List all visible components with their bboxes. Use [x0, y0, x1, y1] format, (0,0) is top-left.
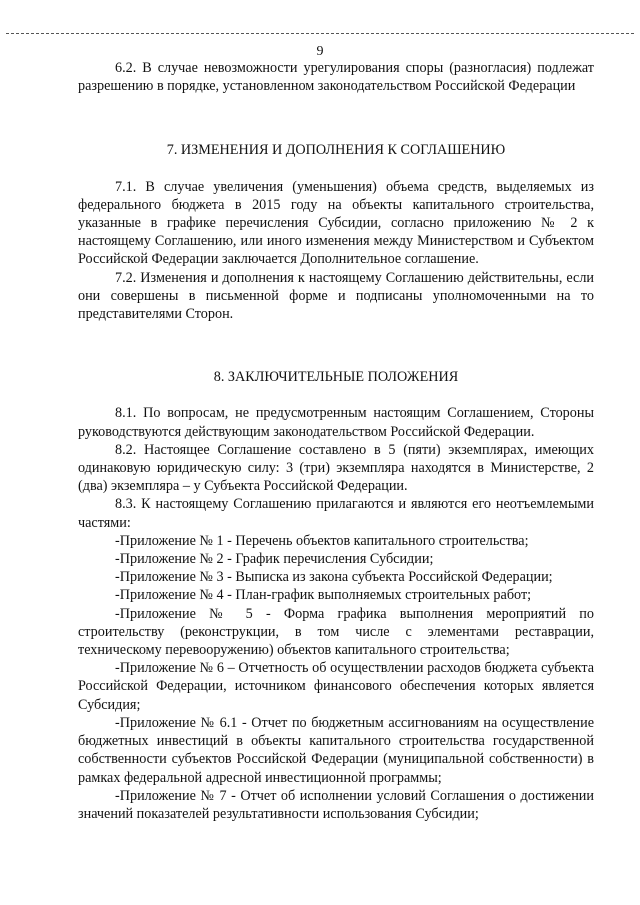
page-number: 9 [316, 44, 324, 59]
section-7-heading: 7. ИЗМЕНЕНИЯ И ДОПОЛНЕНИЯ К СОГЛАШЕНИЮ [166, 142, 506, 159]
clause-8-1: 8.1. По вопросам, не предусмотренным настоящим Соглашением, Стороны руководствуются действующим законодательством Российской Федерации. [78, 405, 594, 440]
clause-7-1: 7.1. В случае увеличения (уменьшения) объема средств, выделяемых из федерального бюджета в 2015 году на объекты капитального строительства, указанные в графике перечисления Субсидии, согласно приложению № 2 к настоящему Соглашению, или иного изменения между Министерством и Субъектом Российской Федерации заключается Дополнительное соглашение. [78, 178, 594, 268]
clause-8-3: 8.3. К настоящему Соглашению прилагаются и являются его неотъемлемыми частями: [78, 496, 594, 531]
clause-7-2: 7.2. Изменения и дополнения к настоящему Соглашению действительны, если они совершены в письменной форме и подписаны уполномоченными на то представителями Сторон. [78, 269, 594, 323]
clause-8-2: 8.2. Настоящее Соглашение составлено в 5 (пяти) экземплярах, имеющих одинаковую юридическую силу: 3 (три) экземпляра находятся в Министерстве, 2 (два) экземпляра – у Субъекта Российской Федерации. [78, 441, 594, 495]
appendix-2: -Приложение № 2 - График перечисления Субсидии; [115, 551, 434, 568]
appendix-7: -Приложение № 7 - Отчет об исполнении условий Соглашения о достижении значений показателей результативности использования Субсидии; [78, 787, 594, 822]
section-8-heading: 8. ЗАКЛЮЧИТЕЛЬНЫЕ ПОЛОЖЕНИЯ [213, 369, 459, 386]
top-scan-rule [6, 33, 634, 34]
appendix-6-1: -Приложение № 6.1 - Отчет по бюджетным ассигнованиям на осуществление бюджетных инвестиций в объекты капитального строительства государственной собственности субъектов Российской Федерации (муниципальной собственности) в рамках федеральной адресной инвестиционной программы; [78, 714, 594, 786]
appendix-1: -Приложение № 1 - Перечень объектов капитального строительства; [115, 532, 529, 549]
appendix-3: -Приложение № 3 - Выписка из закона субъекта Российской Федерации; [115, 569, 553, 586]
document-body [78, 59, 594, 823]
clause-6-2: 6.2. В случае невозможности урегулирования споры (разногласия) подлежат разрешению в порядке, установленном законодательством Российской Федерации [78, 60, 594, 95]
appendix-6: -Приложение № 6 – Отчетность об осуществлении расходов бюджета субъекта Российской Федерации, источником финансового обеспечения которых является Субсидия; [78, 660, 594, 713]
appendix-4: -Приложение № 4 - План-график выполняемых строительных работ; [115, 587, 532, 604]
appendix-5: -Приложение № 5 - Форма графика выполнения мероприятий по строительству (реконструкции, в том числе с элементами реставрации, техническому перевооружению) объектов капитального строительства; [78, 605, 594, 659]
